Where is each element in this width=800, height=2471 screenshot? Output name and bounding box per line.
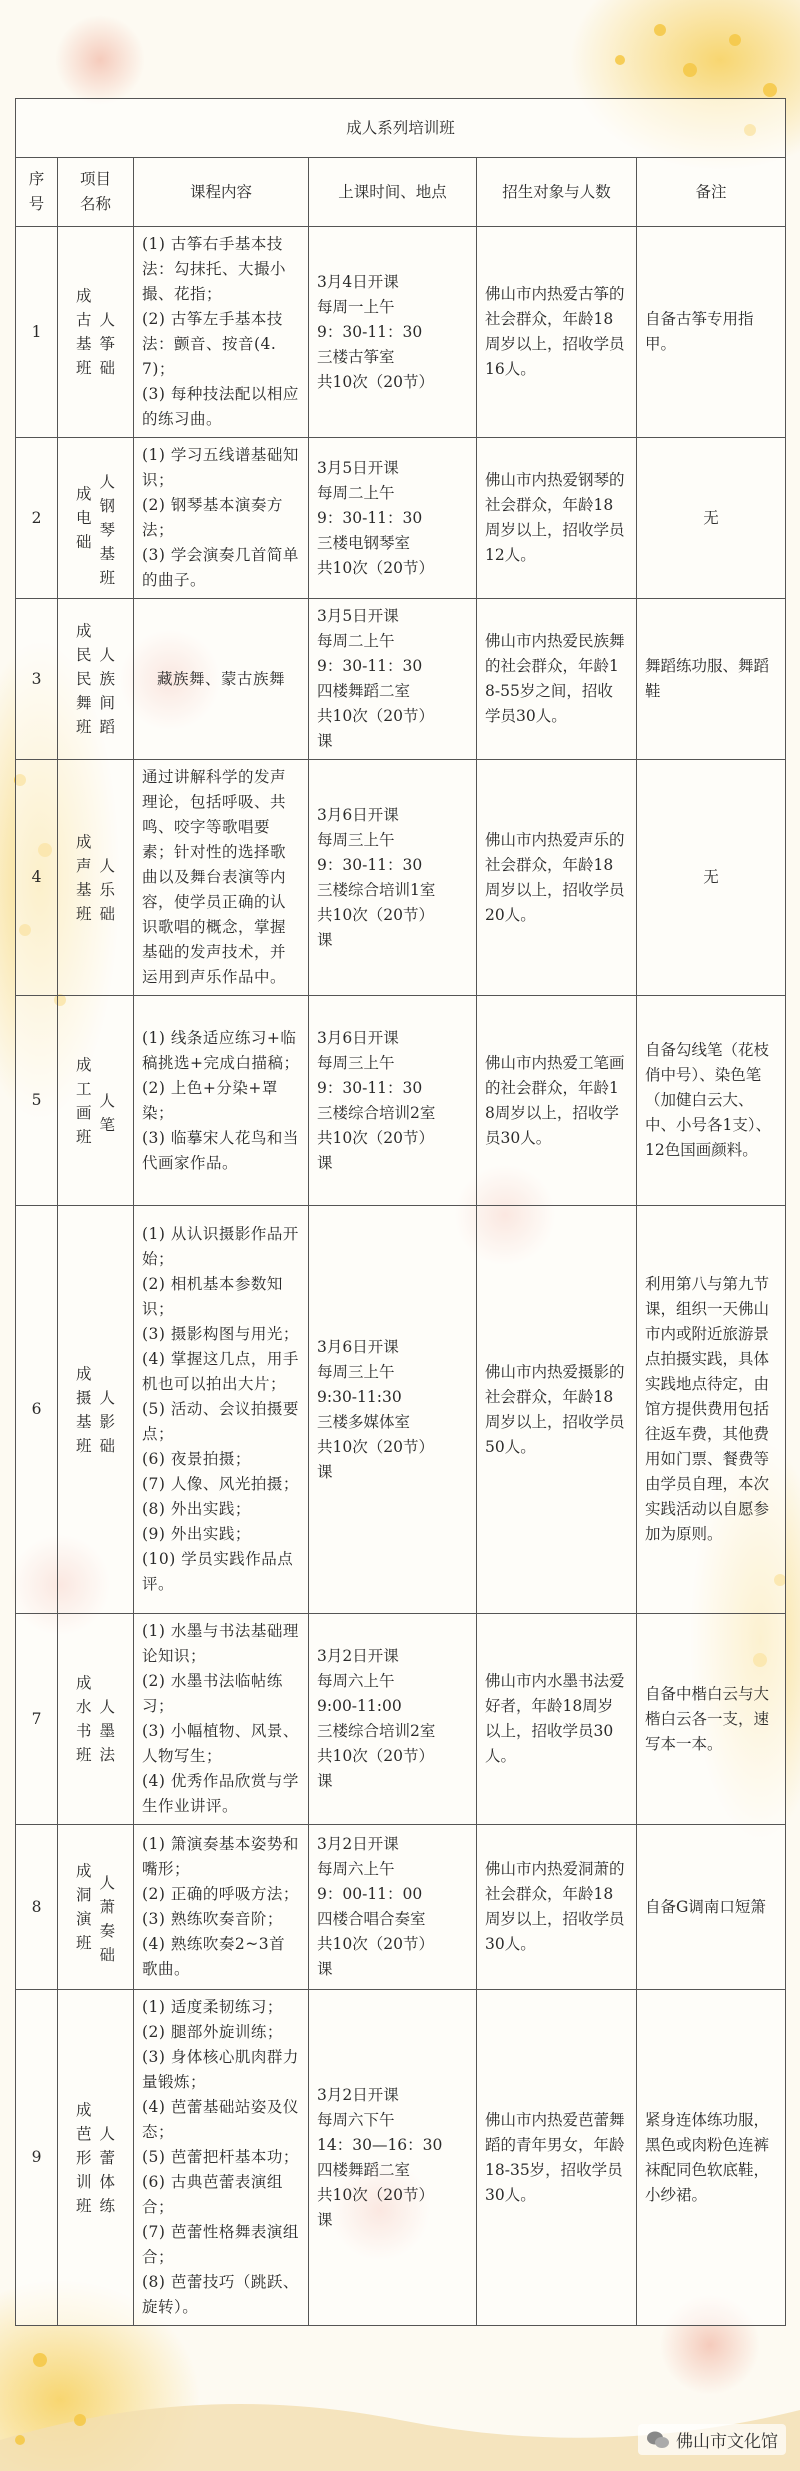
course-name-char: 班 [75,1934,92,1952]
course-time-line: 共10次（20节） [317,1437,434,1456]
course-name-columns [66,446,125,590]
course-time-line: 四楼舞蹈二室 [317,2160,411,2179]
course-name-left [76,830,92,926]
course-name [58,227,134,438]
course-time-line: 课 [317,1462,333,1481]
header-note: 备注 [637,158,786,227]
training-course-table [15,98,786,2326]
course-content-item: (2) 古筝左手基本技法：颤音、按音(4.7)； [142,310,283,378]
course-name-char: 法 [99,1746,116,1764]
course-name-char: 蹈 [99,718,116,736]
course-name-char: 础 [99,359,116,377]
course-time-line: 3月2日开课 [317,1647,399,1665]
course-name-char: 书 [75,1722,92,1740]
course-name-char: 人 [99,2124,116,2143]
course-name-columns [66,830,125,926]
course-time-line: 3月6日开课 [317,1028,399,1047]
course-content-item: (10) 学员实践作品点评。 [142,1550,294,1593]
course-name-left [76,1362,92,1458]
course-time-location [309,227,477,438]
table-row [16,227,786,438]
course-target: 佛山市内热爱钢琴的社会群众，年龄18周岁以上，招收学员12人。 [477,438,637,599]
course-note: 利用第八与第九节课，组织一天佛山市内或附近旅游景点拍摄实践，具体实践地点待定，由馆方提供费用包括往返车费，其他费用如门票、餐费等由学员自理，本次实践活动以自愿参加为原则。 [637,1206,786,1614]
course-name-char: 画 [75,1103,92,1122]
course-target: 佛山市内热爱摄影的社会群众，年龄18周岁以上，招收学员50人。 [477,1206,637,1614]
course-content-item: (6) 古典芭蕾表演组合； [142,2173,283,2216]
course-content-item: (3) 临摹宋人花鸟和当代画家作品。 [142,1128,299,1172]
course-target: 佛山市内热爱芭蕾舞蹈的青年男女，年龄18-35岁，招收学员30人。 [477,1990,637,2326]
course-name-right [100,643,116,739]
course-content-item: (3) 每种技法配以相应的练习曲。 [142,385,299,428]
course-name-left [76,1859,92,1955]
course-name-char: 筝 [99,335,116,353]
course-time-line: 9：30-11：30 [317,855,423,874]
course-name-char: 训 [75,2172,92,2191]
course-name-right [100,308,116,380]
header-num [16,158,58,227]
course-name-char: 乐 [99,880,116,899]
course-time-line: 共10次（20节） [317,905,434,924]
course-name-char: 体 [99,2172,116,2191]
course-time-line: 共10次（20节） [317,558,434,577]
course-name-char: 班 [99,569,116,587]
course-name-char: 成 [75,1364,92,1383]
row-number: 8 [16,1825,58,1990]
course-content-item: (4) 熟练吹奏2~3首歌曲。 [142,1935,286,1978]
course-time-line: 共10次（20节） [317,707,434,725]
course-content-item: (2) 相机基本参数知识； [142,1275,283,1318]
course-note: 自备G调南口短箫 [637,1825,786,1990]
table-row [16,1614,786,1825]
course-name-char: 班 [75,359,92,377]
row-number: 5 [16,996,58,1206]
course-time-line: 每周三上午 [317,1053,395,1072]
course-name-char: 基 [75,1412,92,1431]
course-name-char: 水 [75,1698,92,1716]
row-number: 6 [16,1206,58,1614]
course-name-left [76,2098,92,2218]
course-content [134,438,309,599]
course-content-item: (9) 外出实践； [142,1525,251,1543]
row-number: 4 [16,760,58,996]
course-time-location [309,438,477,599]
course-name-columns [66,619,125,739]
table-title: 成人系列培训班 [16,99,786,158]
row-number: 9 [16,1990,58,2326]
header-name-line2: 名称 [79,195,111,213]
course-name-left [76,1671,92,1767]
course-name-columns [66,1847,125,1967]
course-time-line: 每周三上午 [317,1362,395,1381]
course-name-char: 成 [75,2100,92,2119]
course-time-line: 每周六上午 [317,1672,395,1690]
course-name-char: 础 [75,533,92,551]
course-content-item: (7) 芭蕾性格舞表演组合； [142,2223,299,2266]
course-target: 佛山市内热爱声乐的社会群众，年龄18周岁以上，招收学员20人。 [477,760,637,996]
header-name [58,158,134,227]
course-content-item: (5) 芭蕾把杆基本功； [142,2148,299,2166]
course-time-line: 课 [317,1153,333,1172]
course-time-line: 每周二上午 [317,483,395,502]
course-name-right [100,470,116,590]
course-name-char: 演 [75,1910,92,1928]
course-note: 自备中楷白云与大楷白云各一支，速写本一本。 [637,1614,786,1825]
table-row [16,1825,786,1990]
course-name-char: 人 [99,1091,116,1110]
course-name-char: 础 [99,904,116,923]
course-name-char: 洞 [75,1886,92,1904]
course-content-item: (1) 适度柔韧练习； [142,1998,283,2016]
course-content-item: (1) 从认识摄影作品开始； [142,1225,299,1268]
course-content-item: (3) 摄影构图与用光； [142,1325,299,1343]
course-name-char: 班 [75,1436,92,1455]
course-time-line: 共10次（20节） [317,1935,434,1953]
course-name-char: 芭 [75,2124,92,2143]
table-row [16,1990,786,2326]
course-content [134,227,309,438]
header-name-line1: 项目 [79,170,111,188]
course-name-char: 笔 [99,1115,116,1134]
course-time-line: 14：30—16：30 [317,2135,443,2154]
course-target: 佛山市内热爱古筝的社会群众，年龄18周岁以上，招收学员16人。 [477,227,637,438]
course-content-item: (1) 学习五线谱基础知识； [142,446,299,489]
course-name-right [100,2122,116,2218]
course-name-char: 础 [99,1946,116,1964]
course-time-line: 课 [317,1960,333,1978]
course-name [58,1990,134,2326]
course-name-char: 基 [75,880,92,899]
course-time-location [309,1990,477,2326]
course-name-right [100,1386,116,1458]
course-time-line: 9：30-11：30 [317,657,423,675]
course-name-char: 人 [99,473,116,491]
course-content-item: (3) 小幅植物、风景、人物写生； [142,1722,299,1765]
course-time-location [309,1825,477,1990]
course-target: 佛山市内水墨书法爱好者，年龄18周岁以上，招收学员30人。 [477,1614,637,1825]
course-content [134,1206,309,1614]
course-name-right [100,1695,116,1767]
course-name-char: 人 [99,1388,116,1407]
course-time-line: 3月4日开课 [317,272,399,291]
course-time-line: 三楼多媒体室 [317,1412,411,1431]
course-name-char: 奏 [99,1922,116,1940]
course-name-char: 工 [75,1079,92,1098]
course-name-right [100,1871,116,1967]
course-content-item: (2) 上色+分染+罩染； [142,1078,278,1122]
header-num-line2: 号 [28,195,45,213]
course-time-line: 共10次（20节） [317,1747,434,1765]
course-time-line: 课 [317,930,333,949]
course-name-char: 成 [75,622,92,640]
header-num-line1: 序 [28,170,45,188]
course-name-char: 成 [75,1674,92,1692]
course-time-line: 9：30-11：30 [317,508,423,527]
course-note: 自备古筝专用指甲。 [637,227,786,438]
course-name [58,1825,134,1990]
course-time-line: 9:30-11:30 [317,1387,402,1406]
course-time-line: 三楼古筝室 [317,347,395,366]
course-content [134,760,309,996]
course-name-char: 基 [99,545,116,563]
course-content-item: (4) 掌握这几点，用手机也可以拍出大片； [142,1350,299,1393]
course-note: 无 [637,760,786,996]
course-name-char: 钢 [99,497,116,515]
course-time-location [309,599,477,760]
course-time-location [309,1206,477,1614]
course-name [58,438,134,599]
course-name-char: 班 [75,1127,92,1146]
course-time-line: 3月5日开课 [317,607,399,625]
course-content-item: (7) 人像、风光拍摄； [142,1475,299,1493]
course-content-item: (3) 熟练吹奏音阶； [142,1910,283,1928]
course-name-char: 萧 [99,1898,116,1916]
course-name-char: 班 [75,1746,92,1764]
course-time-line: 9：30-11：30 [317,322,423,341]
course-name [58,1614,134,1825]
course-name [58,996,134,1206]
header-target: 招生对象与人数 [477,158,637,227]
course-content [134,1990,309,2326]
course-name-right [100,854,116,926]
course-content-item: (2) 水墨书法临帖练习； [142,1672,283,1715]
course-name-char: 基 [75,335,92,353]
course-name-char: 练 [99,2196,116,2215]
course-name-char: 人 [99,1698,116,1716]
row-number: 1 [16,227,58,438]
course-content-item: 通过讲解科学的发声理论，包括呼吸、共鸣、咬字等歌唱要素；针对性的选择歌曲以及舞台表演等内容，使学员正确的认识歌唱的概念，掌握基础的发声技术，并运用到声乐作品中。 [142,768,287,986]
course-name-char: 人 [99,1874,116,1892]
wechat-account-logo [638,2424,786,2455]
course-name-char: 民 [75,670,92,688]
course-name-char: 人 [99,311,116,329]
course-content-item: (4) 优秀作品欣赏与学生作业讲评。 [142,1772,299,1815]
course-content-item: (8) 外出实践； [142,1500,251,1518]
course-name-char: 声 [75,856,92,875]
course-name-char: 蕾 [99,2148,116,2167]
course-name-columns [66,284,125,380]
course-target: 佛山市内热爱工笔画的社会群众，年龄18周岁以上，招收学员30人。 [477,996,637,1206]
course-time-line: 每周一上午 [317,297,395,316]
course-content-item: (1) 水墨与书法基础理论知识； [142,1622,299,1665]
course-time-line: 3月6日开课 [317,1337,399,1356]
course-time-line: 3月5日开课 [317,458,399,477]
course-name-char: 班 [75,904,92,923]
course-name-char: 墨 [99,1722,116,1740]
course-content-item: (6) 夜景拍摄； [142,1450,251,1468]
course-name-right [100,1089,116,1137]
course-note: 无 [637,438,786,599]
course-target: 佛山市内热爱民族舞的社会群众，年龄18-55岁之间，招收学员30人。 [477,599,637,760]
course-name-columns [66,1671,125,1767]
course-time-line: 三楼综合培训2室 [317,1722,436,1740]
course-name-char: 古 [75,311,92,329]
course-name-columns [66,1362,125,1458]
course-time-line: 9：00-11：00 [317,1885,423,1903]
course-name-char: 成 [75,485,92,503]
course-content-item: (4) 芭蕾基础站姿及仪态； [142,2098,299,2141]
course-time-location [309,760,477,996]
course-content-item: (3) 身体核心肌肉群力量锻炼； [142,2048,299,2091]
course-name-char: 形 [75,2148,92,2167]
course-name-char: 成 [75,1055,92,1074]
course-content-item: (2) 腿部外旋训练； [142,2023,283,2041]
course-name-char: 成 [75,832,92,851]
table-row [16,599,786,760]
course-note: 自备勾线笔（花枝俏中号）、染色笔（加健白云大、中、小号各1支）、12色国画颜料。 [637,996,786,1206]
course-time-line: 三楼综合培训2室 [317,1103,436,1122]
course-note: 舞蹈练功服、舞蹈鞋 [637,599,786,760]
course-name-char: 成 [75,1862,92,1880]
course-name-left [76,1053,92,1149]
course-time-line: 每周二上午 [317,632,395,650]
course-time-line: 3月2日开课 [317,1835,399,1853]
course-name-char: 电 [75,509,92,527]
course-content [134,996,309,1206]
course-name-char: 人 [99,646,116,664]
course-time-line: 课 [317,1772,333,1790]
header-content: 课程内容 [134,158,309,227]
course-content [134,1614,309,1825]
header-time: 上课时间、地点 [309,158,477,227]
row-number: 2 [16,438,58,599]
course-content-item: 藏族舞、蒙古族舞 [156,669,285,688]
course-time-line: 每周六上午 [317,1860,395,1878]
course-content-item: (3) 学会演奏几首简单的曲子。 [142,546,299,589]
course-time-line: 三楼电钢琴室 [317,533,411,552]
course-time-line: 每周六下午 [317,2110,395,2129]
wechat-icon [646,2430,670,2450]
course-name-left [76,619,92,739]
course-name [58,760,134,996]
course-content-item: (1) 箫演奏基本姿势和嘴形； [142,1835,299,1878]
course-name-left [76,284,92,380]
course-name-char: 成 [75,287,92,305]
course-name-columns [66,2098,125,2218]
course-content [134,1825,309,1990]
course-target: 佛山市内热爱洞萧的社会群众，年龄18周岁以上，招收学员30人。 [477,1825,637,1990]
course-time-line: 每周三上午 [317,830,395,849]
course-name-char: 影 [99,1412,116,1431]
course-name-char: 舞 [75,694,92,712]
course-name-char: 班 [75,718,92,736]
course-name-char: 人 [99,856,116,875]
course-name-columns [66,1053,125,1149]
table-row [16,438,786,599]
course-name [58,599,134,760]
logo-text: 佛山市文化馆 [676,2432,778,2452]
course-name [58,1206,134,1614]
course-name-char: 摄 [75,1388,92,1407]
course-time-line: 共10次（20节） [317,372,434,391]
row-number: 3 [16,599,58,760]
course-content-item: (2) 钢琴基本演奏方法； [142,496,283,539]
course-content-item: (8) 芭蕾技巧（跳跃、旋转）。 [142,2273,299,2316]
course-time-location [309,1614,477,1825]
course-content [134,599,309,760]
table-row [16,1206,786,1614]
course-time-location [309,996,477,1206]
course-time-line: 四楼合唱合奏室 [317,1910,426,1928]
course-name-char: 族 [99,670,116,688]
course-time-line: 9：30-11：30 [317,1078,423,1097]
table-row [16,996,786,1206]
course-content-item: (5) 活动、会议拍摄要点； [142,1400,299,1443]
row-number: 7 [16,1614,58,1825]
course-content-item: (1) 线条适应练习+临稿挑选+完成白描稿； [142,1028,300,1072]
course-name-left [76,482,92,554]
course-time-line: 四楼舞蹈二室 [317,682,411,700]
course-time-line: 3月2日开课 [317,2085,399,2104]
course-name-char: 础 [99,1436,116,1455]
course-time-line: 共10次（20节） [317,2185,434,2204]
course-time-line: 共10次（20节） [317,1128,434,1147]
course-content-item: (2) 正确的呼吸方法； [142,1885,299,1903]
course-name-char: 民 [75,646,92,664]
course-time-line: 课 [317,2210,333,2229]
course-time-line: 三楼综合培训1室 [317,880,436,899]
course-name-char: 班 [75,2196,92,2215]
table-row [16,760,786,996]
header-row [16,158,786,227]
course-content-item: (1) 古筝右手基本技法：勾抹托、大撮小撮、花指； [142,235,287,303]
course-name-char: 间 [99,694,116,712]
course-name-char: 琴 [99,521,116,539]
course-time-line: 3月6日开课 [317,805,399,824]
course-note: 紧身连体练功服，黑色或肉粉色连裤袜配同色软底鞋，小纱裙。 [637,1990,786,2326]
course-time-line: 9:00-11:00 [317,1697,402,1715]
course-time-line: 课 [317,732,333,750]
